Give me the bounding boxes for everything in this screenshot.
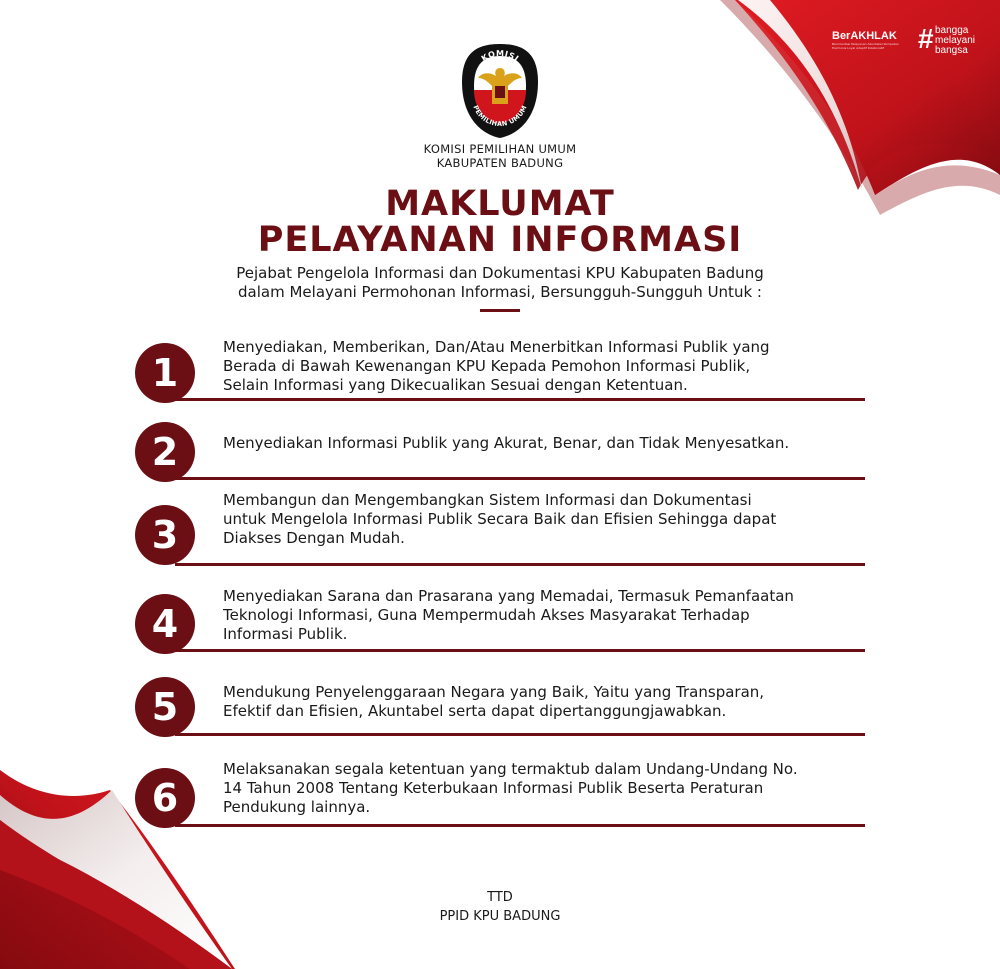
item-text-line: untuk Mengelola Informasi Publik Secara Baik dan Efisien Sehingga dapat: [223, 510, 777, 528]
item-text: [223, 338, 863, 395]
item-text: [223, 760, 863, 817]
item-text-line: Mendukung Penyelenggaraan Negara yang Baik, Yaitu yang Transparan,: [223, 683, 765, 701]
item-number-badge: 2: [135, 422, 195, 482]
item-text-line: Informasi Publik.: [223, 625, 348, 643]
logo-text-bottom: PEMILIHAN UMUM: [471, 104, 529, 129]
item-number-badge: 3: [135, 505, 195, 565]
berakhlak-subtitle: Berorientasi Pelayanan Akuntabel Kompeten Harmonis Loyal Adaptif Kolaboratif: [832, 42, 899, 50]
item-text-line: Diakses Dengan Mudah.: [223, 529, 405, 547]
item-text-line: Teknologi Informasi, Guna Mempermudah Akses Masyarakat Terhadap: [223, 606, 750, 624]
item-text-line: Berada di Bawah Kewenangan KPU Kepada Pemohon Informasi Publik,: [223, 357, 751, 375]
intro-divider: [480, 309, 520, 312]
berakhlak-title: BerAKHLAK: [832, 30, 897, 42]
organization-name: [300, 142, 700, 170]
title-line-2: PELAYANAN INFORMASI: [257, 220, 743, 260]
item-text-line: Selain Informasi yang Dikecualikan Sesuai dengan Ketentuan.: [223, 376, 688, 394]
kpu-logo: [458, 42, 542, 140]
item-text-line: Pendukung lainnya.: [223, 798, 371, 816]
item-text-line: Menyediakan, Memberikan, Dan/Atau Menerbitkan Informasi Publik yang: [223, 338, 770, 356]
item-underline: [175, 477, 865, 480]
list-item-2: [135, 418, 865, 488]
list-item-6: [135, 758, 865, 833]
item-text: [223, 434, 863, 453]
item-underline: [175, 824, 865, 827]
list-item-1: [135, 335, 865, 405]
item-underline: [175, 649, 865, 652]
item-text-line: Membangun dan Mengembangkan Sistem Informasi dan Dokumentasi: [223, 491, 752, 509]
bangga-melayani-bangsa-logo: [918, 24, 980, 58]
intro-line-2: dalam Melayani Permohonan Informasi, Bersungguh-Sungguh Untuk :: [238, 283, 762, 301]
item-number-badge: 6: [135, 768, 195, 828]
title-line-1: MAKLUMAT: [385, 184, 615, 224]
item-number-badge: 1: [135, 343, 195, 403]
berakhlak-logo: [832, 30, 906, 56]
item-underline: [175, 398, 865, 401]
item-text-line: 14 Tahun 2008 Tentang Keterbukaan Informasi Publik Beserta Peraturan: [223, 779, 764, 797]
item-underline: [175, 733, 865, 736]
item-number-badge: 4: [135, 594, 195, 654]
item-text-line: Menyediakan Informasi Publik yang Akurat, Benar, dan Tidak Menyesatkan.: [223, 434, 790, 452]
bangga-text: bangga melayani bangsa: [935, 25, 976, 56]
item-underline: [175, 563, 865, 566]
bangga-hash: #: [918, 23, 934, 54]
list-item-3: [135, 489, 865, 569]
item-text: [223, 587, 863, 644]
item-text-line: Efektif dan Efisien, Akuntabel serta dapat dipertanggungjawabkan.: [223, 702, 727, 720]
list-item-4: [135, 585, 865, 655]
item-text-line: Melaksanakan segala ketentuan yang termaktub dalam Undang-Undang No.: [223, 760, 798, 778]
page-title: [150, 186, 850, 258]
signature-block: [350, 888, 650, 926]
item-text: [223, 491, 863, 548]
item-text: [223, 683, 863, 721]
logo-text-top: KOMISI: [479, 48, 521, 64]
org-line-1: KOMISI PEMILIHAN UMUM: [423, 142, 577, 156]
signature-line-2: PPID KPU BADUNG: [439, 909, 561, 924]
org-line-2: KABUPATEN BADUNG: [436, 156, 564, 170]
intro-text: [150, 264, 850, 302]
item-text-line: Menyediakan Sarana dan Prasarana yang Memadai, Termasuk Pemanfaatan: [223, 587, 794, 605]
list-item-5: [135, 675, 865, 740]
intro-line-1: Pejabat Pengelola Informasi dan Dokumentasi KPU Kabupaten Badung: [236, 264, 764, 282]
item-number-badge: 5: [135, 677, 195, 737]
signature-line-1: TTD: [487, 890, 513, 905]
